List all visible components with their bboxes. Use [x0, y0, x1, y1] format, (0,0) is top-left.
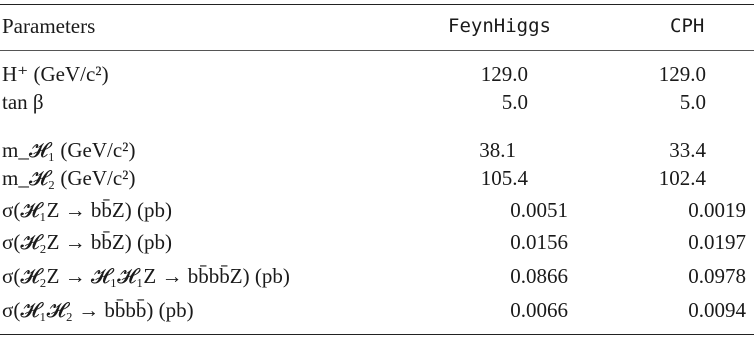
feynhiggs-value: 5.0	[501, 90, 528, 114]
cph-value: 0.0019	[688, 198, 746, 222]
row-label: H⁺ (GeV/c²)	[2, 62, 109, 86]
header-feynhiggs: FeynHiggs	[448, 15, 551, 37]
feynhiggs-value: 105.4	[480, 166, 528, 190]
row-label: σ(𝓗₂Z → bb̄Z) (pb)	[2, 230, 172, 254]
feynhiggs-value: 0.0866	[510, 264, 568, 288]
row-label: σ(𝓗₁Z → bb̄Z) (pb)	[2, 198, 172, 222]
table-row	[0, 136, 754, 164]
table-row	[0, 262, 754, 290]
feynhiggs-value: 0.0051	[510, 198, 568, 222]
row-label: σ(𝓗₁𝓗₂ → bb̄bb̄) (pb)	[2, 298, 194, 322]
table-top-rule	[0, 4, 754, 5]
feynhiggs-value: 129.0	[480, 62, 528, 86]
table-bottom-rule	[0, 334, 754, 335]
row-label: m_𝓗₂ (GeV/c²)	[2, 166, 136, 190]
header-cph: CPH	[670, 15, 705, 37]
feynhiggs-value: 38.1	[479, 138, 516, 162]
cph-value: 129.0	[658, 62, 706, 86]
table-row	[0, 164, 754, 192]
row-label: σ(𝓗₂Z → 𝓗₁𝓗₁Z → bb̄bb̄Z) (pb)	[2, 264, 290, 288]
header-rule	[0, 50, 754, 51]
cph-value: 0.0197	[688, 230, 746, 254]
feynhiggs-value: 0.0066	[510, 298, 568, 322]
header-parameters: Parameters	[2, 14, 96, 38]
feynhiggs-value: 0.0156	[510, 230, 568, 254]
cph-value: 5.0	[679, 90, 706, 114]
row-label: tan β	[2, 90, 44, 114]
cph-value: 102.4	[658, 166, 706, 190]
cph-value: 0.0094	[688, 298, 746, 322]
cph-value: 33.4	[669, 138, 706, 162]
table-row	[0, 196, 754, 224]
cph-value: 0.0978	[688, 264, 746, 288]
table-row	[0, 88, 754, 116]
table-row	[0, 60, 754, 88]
table-row	[0, 228, 754, 256]
table-row	[0, 296, 754, 324]
row-label: m_𝓗₁ (GeV/c²)	[2, 138, 136, 162]
